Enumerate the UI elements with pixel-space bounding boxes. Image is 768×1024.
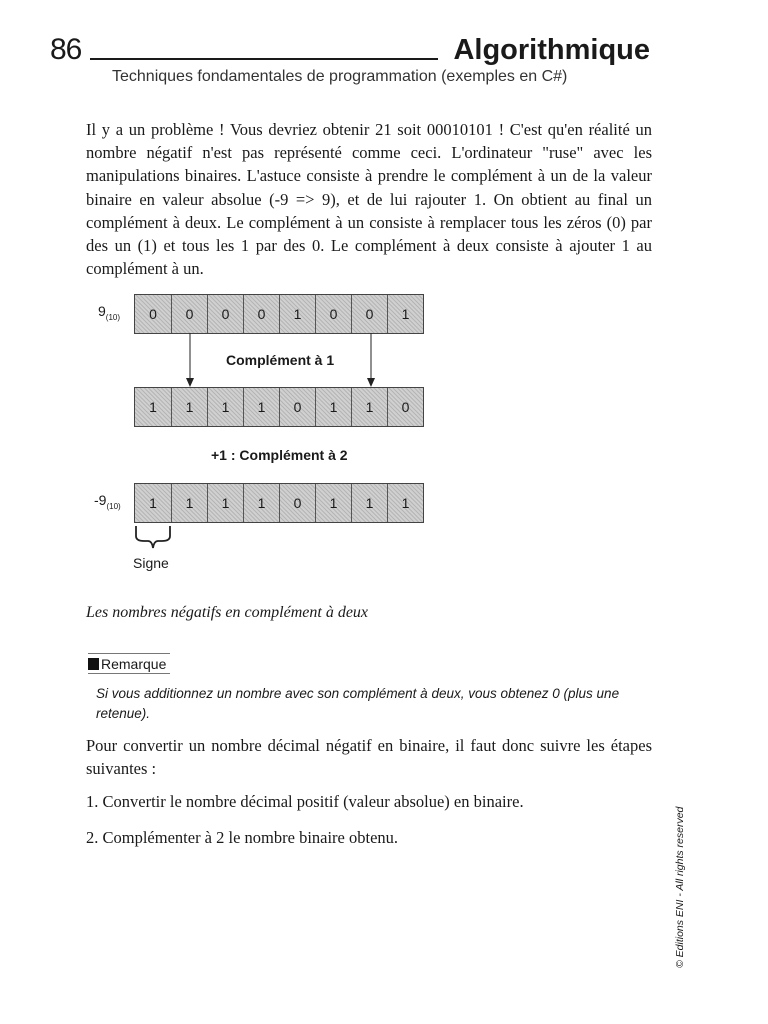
bit-cell: 0 bbox=[315, 295, 351, 333]
bit-cell: 0 bbox=[279, 388, 315, 426]
bit-cell: 1 bbox=[207, 388, 243, 426]
bit-cell: 0 bbox=[207, 295, 243, 333]
bit-cell: 0 bbox=[279, 484, 315, 522]
paragraph-steps-intro: Pour convertir un nombre décimal négatif en binaire, il faut donc suivre les étapes suivantes : bbox=[86, 736, 652, 779]
bit-cell: 0 bbox=[135, 295, 171, 333]
bit-cell: 1 bbox=[387, 484, 423, 522]
bit-cell: 1 bbox=[315, 484, 351, 522]
twos-complement-diagram bbox=[86, 290, 446, 580]
bit-cell: 1 bbox=[135, 388, 171, 426]
page-number: 86 bbox=[50, 33, 82, 66]
side-copyright: © Editions ENI - All rights reserved bbox=[674, 806, 686, 968]
bit-cell: 1 bbox=[171, 388, 207, 426]
square-bullet-icon bbox=[88, 658, 99, 670]
bit-cell: 1 bbox=[135, 484, 171, 522]
complement-1-label: Complément à 1 bbox=[226, 352, 335, 368]
step-item: 2. Complémenter à 2 le nombre binaire obtenu. bbox=[86, 828, 399, 847]
figure-caption: Les nombres négatifs en complément à deux bbox=[86, 604, 369, 621]
sign-label: Signe bbox=[133, 555, 169, 571]
header-rule bbox=[90, 58, 438, 60]
remark-heading: Remarque bbox=[88, 653, 170, 674]
page-header bbox=[50, 30, 650, 70]
bit-cell: 1 bbox=[351, 484, 387, 522]
bit-cell: 1 bbox=[243, 484, 279, 522]
bit-cell: 0 bbox=[243, 295, 279, 333]
bit-cell: 0 bbox=[171, 295, 207, 333]
complement-2-label: +1 : Complément à 2 bbox=[211, 447, 348, 463]
remark-text: Si vous additionnez un nombre avec son complément à deux, vous obtenez 0 (plus une retenue). bbox=[96, 686, 620, 721]
decimal-9-label: $9_{(10)}$ bbox=[98, 303, 121, 322]
bit-cell: 1 bbox=[279, 295, 315, 333]
bit-cell: 1 bbox=[171, 484, 207, 522]
bit-cell: 1 bbox=[315, 388, 351, 426]
book-subtitle: Techniques fondamentales de programmation (exemples en C#) bbox=[112, 68, 568, 85]
bit-cell: 0 bbox=[387, 388, 423, 426]
paragraph-intro: Il y a un problème ! Vous devriez obtenir 21 soit 00010101 ! C'est qu'en réalité un nombre négatif n'est pas représenté comme ceci. L'ordinateur "ruse" avec les manipulations binaires. L'astuce consiste à prendre le complément à un de la valeur binaire en valeur absolue (-9 => 9), et de lui rajouter 1. On obtient au final un complément à deux. Le complément à un consiste à remplacer tous les zéros (0) par des un (1) et tous les 1 par des 0. Le complément à deux consiste à ajouter 1 au complément à un. bbox=[86, 120, 652, 279]
bit-cell: 1 bbox=[351, 388, 387, 426]
bit-cell: 1 bbox=[243, 388, 279, 426]
bit-cell: 0 bbox=[351, 295, 387, 333]
bit-cell: 1 bbox=[387, 295, 423, 333]
decimal-minus-9-label: $-9_{(10)}$ bbox=[94, 492, 121, 511]
step-item: 1. Convertir le nombre décimal positif (valeur absolue) en binaire. bbox=[86, 792, 524, 811]
book-title: Algorithmique bbox=[453, 34, 650, 66]
sign-bracket bbox=[86, 290, 446, 580]
bit-cell: 1 bbox=[207, 484, 243, 522]
